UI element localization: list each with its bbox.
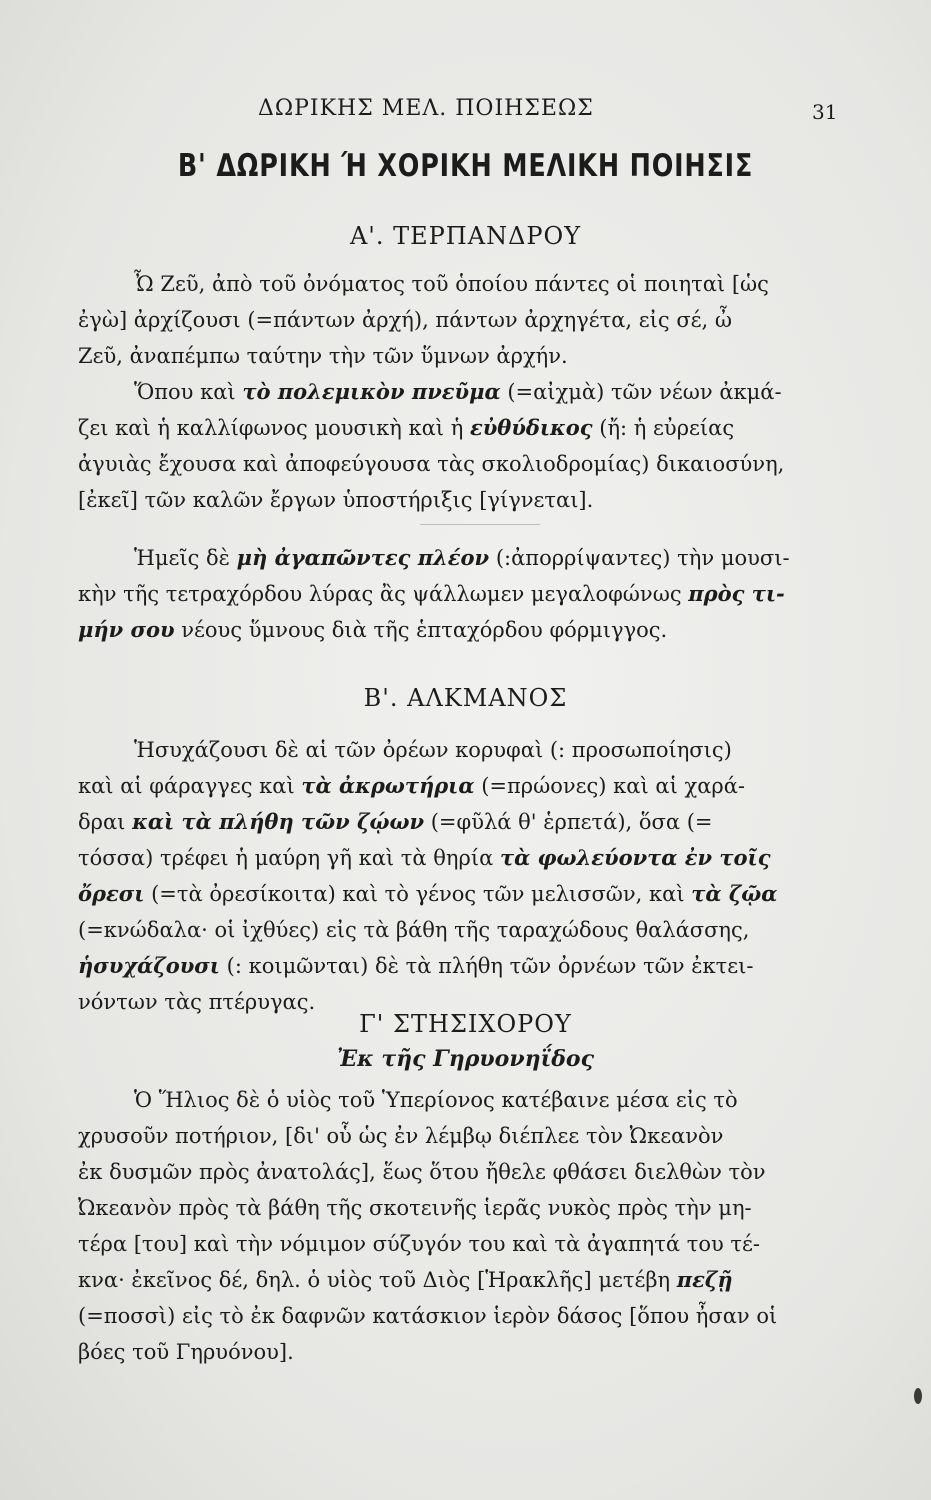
paragraph-alkman [78,732,848,1020]
heading-alkman: Β'. ΑΛΚΜΑΝΟΣ [363,684,568,712]
heading-terpandros: Α'. ΤΕΡΠΑΝΔΡΟΥ [349,222,582,250]
emphasis-text: τὰ φωλεύοντα ἐν τοῖς [499,845,771,870]
text-line: ἐκ δυσμῶν πρὸς ἀνατολάς], ἕως ὅτου ἤθελε φθάσει διελθὼν τὸν [78,1160,766,1184]
text-line [78,948,848,984]
emphasis-text: ὄρεσι [78,881,145,906]
text-line [78,540,848,576]
text-line [78,410,848,446]
section-title: Β' ΔΩΡΙΚΗ Ή ΧΟΡΙΚΗ ΜΕΛΙΚΗ ΠΟΙΗΣΙΣ [177,148,754,184]
text-line: χρυσοῦν ποτήριον, [δι' οὗ ὡς ἐν λέμβῳ διέπλεε τὸν Ὠκεανὸν [78,1124,724,1148]
text-line [78,374,848,410]
text-run: νέους ὕμνους διὰ τῆς ἑπταχόρδου φόρμιγγος. [174,618,668,642]
text-line [78,840,848,876]
text-line: Ἡσυχάζουσι δὲ αἱ τῶν ὀρέων κορυφαὶ (: προσωποίησις) [134,738,732,762]
text-line: Ὠκεανὸν πρὸς τὰ βάθη τῆς σκοτεινῆς ἱερᾶς νυκὸς πρὸς τὴν μη- [78,1196,752,1220]
running-header [0,96,931,126]
text-line: Ὁ Ἥλιος δὲ ὁ υἱὸς τοῦ Ὑπερίονος κατέβαινε μέσα εἰς τὸ [134,1088,738,1112]
text-run: Ἡμεῖς δὲ [134,546,237,570]
text-line [78,576,848,612]
paragraph-stesichoros [78,1082,848,1370]
text-line: βόες τοῦ Γηρυόνου]. [78,1340,294,1364]
text-line: Ὦ Ζεῦ, ἀπὸ τοῦ ὀνόματος τοῦ ὁποίου πάντες οἱ ποιηταὶ [ὡς [134,272,769,296]
text-run: ζει καὶ ἡ καλλίφωνος μουσικὴ καὶ ἡ [78,416,470,440]
text-run: κνα· ἐκεῖνος δέ, δηλ. ὁ υἱὸς τοῦ Διὸς [Ἡρακλῆς] μετέβη [78,1268,677,1292]
text-run: (ἤ: ἡ εὐρείας [592,416,735,440]
divider-rule [420,524,540,525]
emphasis-text: τὸ πολεμικὸν πνεῦμα [242,379,501,404]
text-run: καὶ αἱ φάραγγες καὶ [78,774,302,798]
text-line: ἀγυιὰς ἔχουσα καὶ ἀποφεύγουσα τὰς σκολιοδρομίας) δικαιοσύνη, [78,452,785,476]
text-line [78,612,848,648]
heading-stesichoros: Γ' ΣΤΗΣΙΧΟΡΟΥ [359,1010,572,1038]
text-line [78,1262,848,1298]
text-line: νόντων τὰς πτέρυγας. [78,990,316,1014]
paragraph-terpandros-2 [78,374,848,518]
emphasis-text: τὰ ζῷα [691,881,778,906]
text-run: (:ἀπορρίψαντες) τὴν μουσι- [489,546,790,570]
text-run: (=αἰχμὰ) τῶν νέων ἀκμά- [500,380,782,404]
emphasis-text: μήν σου [78,617,175,642]
text-run: (: κοιμῶνται) δὲ τὰ πλήθη τῶν ὀρνέων τῶν ἐκτει- [219,954,754,978]
text-line: τέρα [του] καὶ τὴν νόμιμον σύζυγόν του καὶ τὰ ἀγαπητά του τέ- [78,1232,761,1256]
text-line: (=ποσσὶ) εἰς τὸ ἐκ δαφνῶν κατάσκιον ἱερὸν δάσος [ὅπου ἦσαν οἱ [78,1304,778,1328]
text-run: τόσσα) τρέφει ἡ μαύρη γῆ καὶ τὰ θηρία [78,846,500,870]
emphasis-text: πρὸς τι- [688,581,785,606]
text-line [78,876,848,912]
text-run: δραι [78,810,133,834]
subheading-geryoneis: Ἐκ τῆς Γηρυονηΐδος [336,1046,595,1072]
ink-speck [914,1388,922,1404]
emphasis-text: μὴ ἀγαπῶντες πλέον [236,545,490,570]
paragraph-terpandros-1 [78,266,848,374]
text-run: (=τὰ ὀρεσίκοιτα) καὶ τὸ γένος τῶν μελισσῶν, καὶ [144,882,692,906]
text-line [78,804,848,840]
text-run: κὴν τῆς τετραχόρδου λύρας ἂς ψάλλωμεν μεγαλοφώνως [78,582,689,606]
text-run: Ὅπου καὶ [134,380,243,404]
emphasis-text: τὰ ἀκρωτήρια [301,773,475,798]
text-line [78,768,848,804]
text-run: (=πρώονες) καὶ αἱ χαρά- [474,774,746,798]
paragraph-terpandros-3 [78,540,848,648]
emphasis-text: καὶ τὰ πλήθη τῶν ζῴων [132,809,425,834]
text-line: ἐγὼ] ἀρχίζουσι (=πάντων ἀρχή), πάντων ἀρχηγέτα, εἰς σέ, ὦ [78,308,733,332]
text-line: [ἐκεῖ] τῶν καλῶν ἔργων ὑποστήριξις [γίγνεται]. [78,488,594,512]
text-run: (=φῦλά θ' ἑρπετά), ὅσα (= [424,810,713,834]
running-title: ΔΩΡΙΚΗΣ ΜΕΛ. ΠΟΙΗΣΕΩΣ [258,96,594,121]
emphasis-text: εὐθύδικος [469,415,593,440]
emphasis-text: πεζῇ [676,1267,733,1292]
page-number: 31 [812,100,838,124]
text-line: Ζεῦ, ἀναπέμπω ταύτην τὴν τῶν ὕμνων ἀρχήν. [78,344,568,368]
emphasis-text: ἡσυχάζουσι [78,953,220,978]
text-line: (=κνώδαλα· οἱ ἰχθύες) εἰς τὰ βάθη τῆς ταραχώδους θαλάσσης, [78,918,750,942]
